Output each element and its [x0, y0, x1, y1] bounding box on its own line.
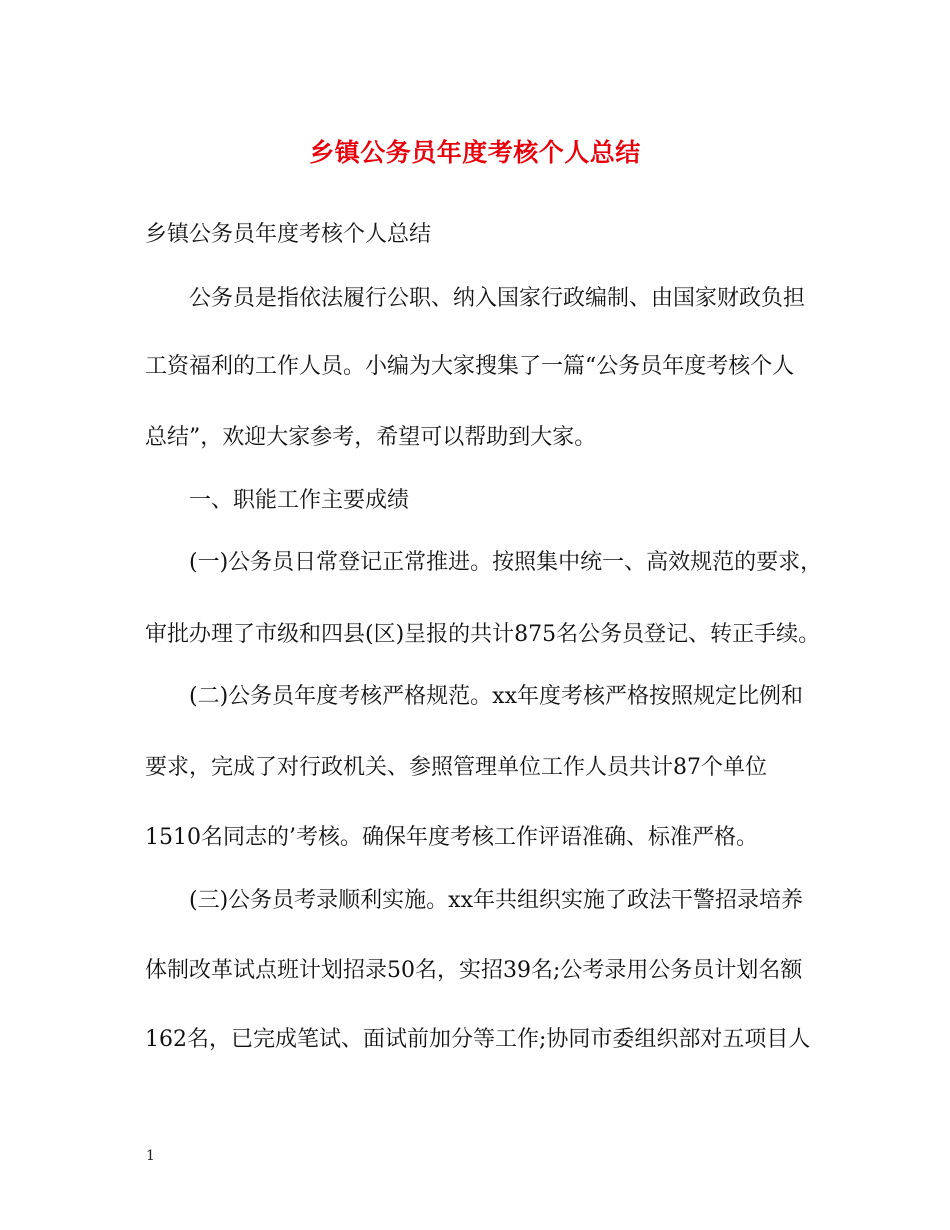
paragraph-line: 总结”，欢迎大家参考，希望可以帮助到大家。 [145, 425, 597, 450]
paragraph-line: (一)公务员日常登记正常推进。按照集中统一、高效规范的要求， [189, 550, 823, 575]
paragraph-line: 162名，已完成笔试、面试前加分等工作;协同市委组织部对五项目人 [145, 1027, 811, 1052]
paragraph-line: (二)公务员年度考核严格规范。xx年度考核严格按照规定比例和 [189, 684, 803, 709]
subtitle-line: 乡镇公务员年度考核个人总结 [145, 222, 432, 247]
paragraph-line: 体制改革试点班计划招录50名，实招39名;公考录用公务员计划名额 [145, 958, 803, 983]
paragraph-line: (三)公务员考录顺利实施。xx年共组织实施了政法干警招录培养 [189, 888, 803, 913]
section-heading: 一、职能工作主要成绩 [189, 488, 410, 513]
document-title: 乡镇公务员年度考核个人总结 [309, 138, 641, 167]
page-number: 1 [146, 1148, 155, 1164]
paragraph-line: 要求，完成了对行政机关、参照管理单位工作人员共计87个单位 [145, 755, 767, 780]
paragraph-line: 1510名同志的’考核。确保年度考核工作评语准确、标准严格。 [145, 825, 758, 850]
paragraph-line: 审批办理了市级和四县(区)呈报的共计875名公务员登记、转正手续。 [145, 622, 821, 647]
paragraph-line: 工资福利的工作人员。小编为大家搜集了一篇“公务员年度考核个人 [145, 354, 795, 379]
paragraph-line: 公务员是指依法履行公职、纳入国家行政编制、由国家财政负担 [189, 286, 806, 311]
